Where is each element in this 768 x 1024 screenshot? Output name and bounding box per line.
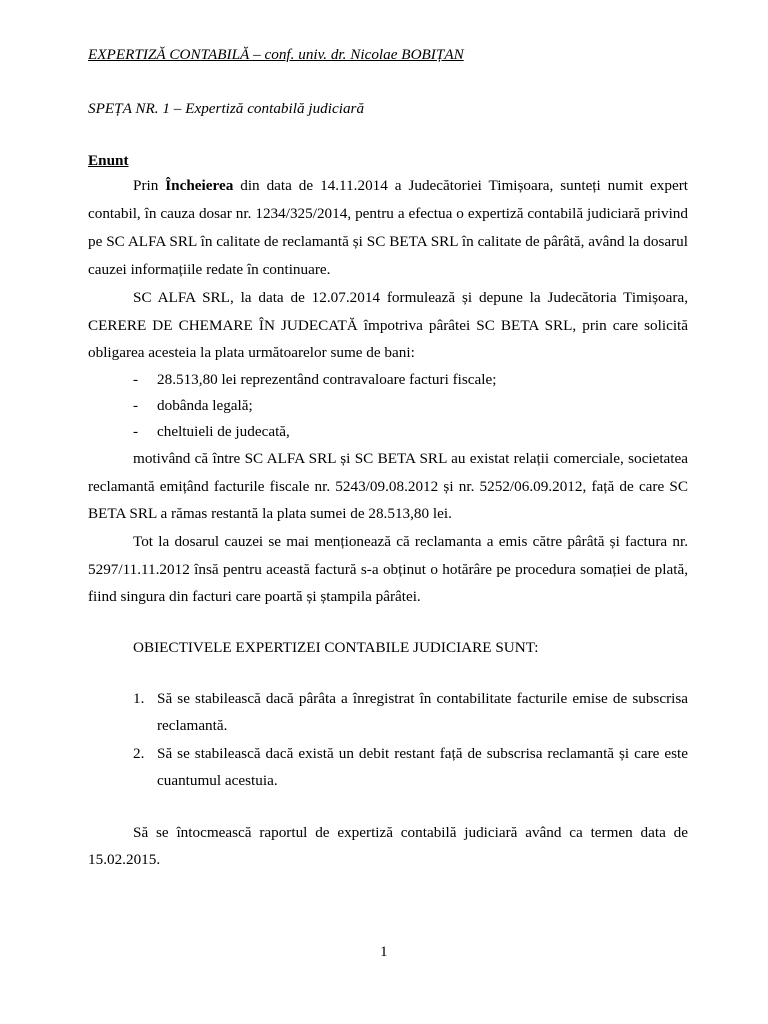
objectives-heading: OBIECTIVELE EXPERTIZEI CONTABILE JUDICIARE SUNT:: [133, 639, 539, 656]
objective-item-1-line-1: Să se stabilească dacă pârâta a înregistrat în contabilitate facturile emise de subscrisa: [157, 690, 688, 707]
header-title: EXPERTIZĂ CONTABILĂ: [88, 46, 250, 63]
paragraph-2-line-2: CERERE DE CHEMARE ÎN JUDECATĂ împotriva pârâtei SC BETA SRL, prin care solicită: [88, 317, 688, 334]
paragraph-4-line-2: 5297/11.11.2012 însă pentru această factură s-a obținut o hotărâre pe procedura somației de plată,: [88, 561, 688, 578]
paragraph-1-line-3: pe SC ALFA SRL în calitate de reclamantă și SC BETA SRL în calitate de pârâtă, având la dosarul: [88, 233, 688, 250]
list-item: dobânda legală;: [157, 397, 253, 414]
objective-item-1-line-2: reclamantă.: [157, 717, 228, 734]
p1-bold-term: Încheierea: [165, 177, 234, 194]
document-header: [88, 46, 464, 64]
objective-number: 2.: [133, 745, 145, 762]
paragraph-2-line-3: obligarea acesteia la plata următoarelor sume de bani:: [88, 344, 415, 361]
p1-prefix: Prin: [133, 177, 166, 194]
paragraph-1-line-1: [133, 177, 688, 195]
page-number: 1: [380, 943, 388, 960]
list-item: cheltuieli de judecată,: [157, 423, 290, 440]
case-title: [88, 100, 364, 118]
paragraph-3-line-1: motivând că între SC ALFA SRL și SC BETA SRL au existat relații comerciale, societatea: [133, 450, 688, 467]
objective-item-2-line-2: cuantumul acestuia.: [157, 772, 278, 789]
statement-heading: Enunt: [88, 152, 129, 169]
closing-line-2: 15.02.2015.: [88, 851, 161, 868]
case-separator: –: [170, 100, 186, 117]
objective-item-2-line-1: Să se stabilească dacă există un debit restant față de subscrisa reclamantă și care este: [157, 745, 688, 762]
paragraph-3-line-2: reclamantă emițând facturile fiscale nr. 5243/09.08.2012 și nr. 5252/06.09.2012, față de care SC: [88, 478, 688, 495]
closing-line-1: Să se întocmească raportul de expertiză contabilă judiciară având ca termen data de: [133, 824, 688, 841]
p1-rest: din data de 14.11.2014 a Judecătoriei Timișoara, sunteți numit expert: [233, 177, 688, 194]
list-item-dash: -: [133, 423, 139, 440]
case-subject: Expertiză contabilă judiciară: [185, 100, 365, 117]
paragraph-1-line-4: cauzei informațiile redate în continuare.: [88, 261, 331, 278]
header-separator: –: [249, 46, 265, 63]
paragraph-4-line-3: fiind singura din facturi care poartă și ștampila pârâtei.: [88, 588, 421, 605]
list-item-dash: -: [133, 397, 139, 414]
objective-number: 1.: [133, 690, 145, 707]
paragraph-1-line-2: contabil, în cauza dosar nr. 1234/325/2014, pentru a efectua o expertiză contabilă judiciară privind: [88, 205, 688, 222]
paragraph-3-line-3: BETA SRL a rămas restantă la plata sumei de 28.513,80 lei.: [88, 505, 452, 522]
list-item-dash: -: [133, 371, 139, 388]
case-number: SPEȚA NR. 1: [88, 100, 170, 117]
header-author: conf. univ. dr. Nicolae BOBIȚAN: [264, 46, 464, 63]
paragraph-2-line-1: SC ALFA SRL, la data de 12.07.2014 formulează și depune la Judecătoria Timișoara,: [133, 289, 688, 306]
paragraph-4-line-1: Tot la dosarul cauzei se mai menționează că reclamanta a emis către pârâtă și factura nr.: [133, 533, 688, 550]
list-item: 28.513,80 lei reprezentând contravaloare facturi fiscale;: [157, 371, 497, 388]
